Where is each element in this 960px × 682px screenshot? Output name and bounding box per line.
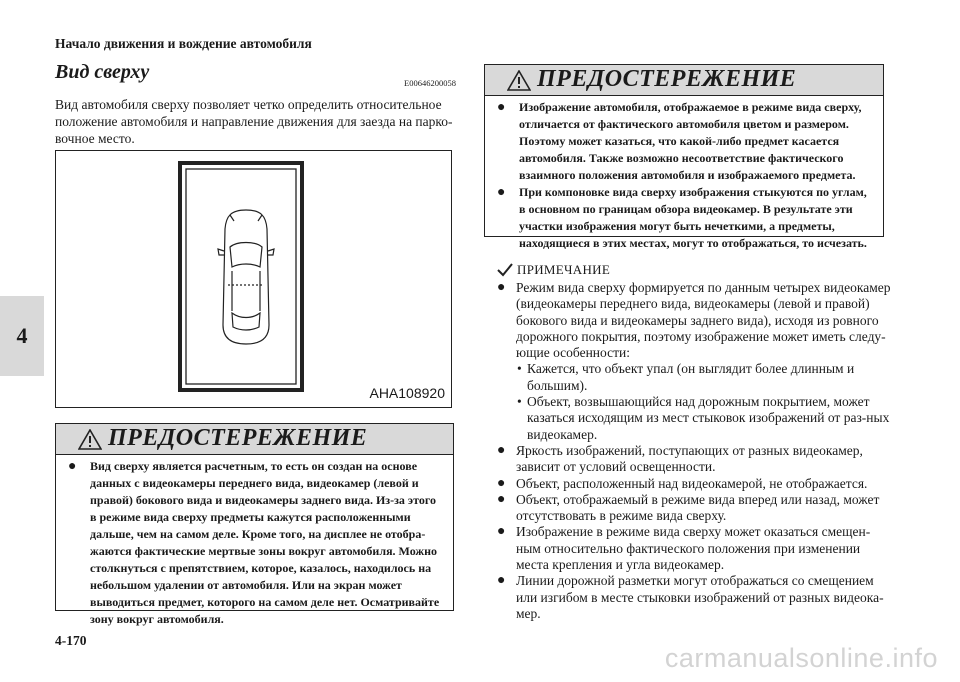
note-item: ● Режим вида сверху формируется по данным четырех видеокамер (видеокамеры переднего вида, видеокамеры (левой и правой) бокового вида и видеокамеры заднего вида), исходя из ровного дорожного покрытия, поэтому изображение может иметь следу-ющие особенности: • Кажется, что объект упал (он выглядит более длинным и большим). • Объект, возвышающийся над дорожным покрытием, может казаться исходящим из мест стыковок изображений от раз-ных видеокамер. [497, 280, 891, 442]
bullet-icon: ● [497, 475, 506, 491]
warning-header [485, 65, 883, 96]
watermark: carmanualsonline.info [664, 643, 938, 673]
warning-header [56, 424, 453, 455]
note-label: ПРИМЕЧАНИЕ [517, 262, 611, 277]
warning-item: ● При компоновке вида сверху изображения стыкуются по углам, в основном по границам обзора видеокамер. В результате эти участки изображения могут быть нечеткими, а предметы, находящиеся в этих местах, могут то отображаться, то исчезать. [497, 185, 867, 250]
sub-bullet-icon: • [517, 394, 522, 410]
warning-list [495, 99, 875, 252]
car-top-view-icon [217, 207, 275, 347]
note-item: ● Объект, отображаемый в режиме вида вперед или назад, может отсутствовать в режиме вида сверху. [497, 491, 880, 524]
warning-label: ПРЕДОСТЕРЕЖЕНИЕ [108, 425, 368, 451]
note-item: ● Яркость изображений, поступающих от разных видеокамер, зависит от условий освещенности. [497, 442, 863, 475]
intro-paragraph: Вид автомобиля сверху позволяет четко определить относительное положение автомобиля и направление движения для заезда на парко-вочное место. [55, 97, 453, 146]
warning-list [66, 458, 445, 628]
note-list [497, 280, 892, 622]
note-item: ● Объект, расположенный над видеокамерой, не отображается. [497, 475, 868, 491]
bullet-icon: ● [497, 573, 506, 589]
warning-box-right [484, 64, 884, 250]
warning-box-left [55, 423, 454, 626]
warning-item: ● Изображение автомобиля, отображаемое в режиме вида сверху, отличается от фактического автомобиля цветом и размером. Поэтому может казаться, что какой-либо предмет касается автомобиля. Также возможно несоответствие фактического взаимного положения автомобиля и изображаемого предмета. [497, 100, 862, 182]
checkmark-note-icon [497, 263, 513, 277]
bullet-icon: ● [68, 459, 77, 474]
warning-triangle-icon [78, 429, 102, 450]
sub-bullet-icon: • [517, 361, 522, 377]
bullet-icon: ● [497, 100, 506, 115]
page-number: 4-170 [55, 633, 87, 648]
chapter-tab: 4 [0, 296, 44, 376]
running-header: Начало движения и вождение автомобиля [55, 36, 312, 51]
section-title: Вид сверху [55, 61, 150, 83]
note-header [497, 262, 610, 278]
warning-label: ПРЕДОСТЕРЕЖЕНИЕ [537, 66, 797, 92]
note-sub-item: • Объект, возвышающийся над дорожным покрытием, может казаться исходящим из мест стыковок изображений от раз-ных видеокамер. [517, 394, 890, 442]
section-code: E00646200058 [404, 78, 456, 88]
figure-caption: AHA108920 [369, 385, 445, 401]
bullet-icon: ● [497, 491, 506, 507]
note-sub-item: • Кажется, что объект упал (он выглядит более длинным и большим). [517, 361, 855, 393]
bullet-icon: ● [497, 442, 506, 458]
figure-top-view [55, 150, 452, 408]
bullet-icon: ● [497, 524, 506, 540]
bullet-icon: ● [497, 185, 506, 200]
warning-triangle-icon [507, 70, 531, 91]
bullet-icon: ● [497, 280, 506, 295]
note-sub-list [516, 361, 892, 442]
warning-item: ● Вид сверху является расчетным, то есть он создан на основе данных с видеокамеры переднего вида, видеокамер (левой и правой) бокового вида и видеокамеры заднего вида. Из-за этого в режиме вида сверху предметы кажутся расположенными дальше, чем на самом деле. Кроме того, на дисплее не отобра-жаются фактические мертвые зоны вокруг автомобиля. Можно столкнуться с препятствием, которое, казалось, находилось на небольшом удалении от автомобиля. Или на экран может выводиться предмет, которого на самом деле нет. Осматривайте зону вокруг автомобиля. [68, 459, 440, 626]
note-item: ● Изображение в режиме вида сверху может оказаться смещен-ным относительно фактического положения при изменении места крепления и угла видеокамер. [497, 524, 871, 573]
note-item: ● Линии дорожной разметки могут отображаться со смещением или изгибом в месте стыковки изображений от разных видеока-мер. [497, 573, 884, 621]
